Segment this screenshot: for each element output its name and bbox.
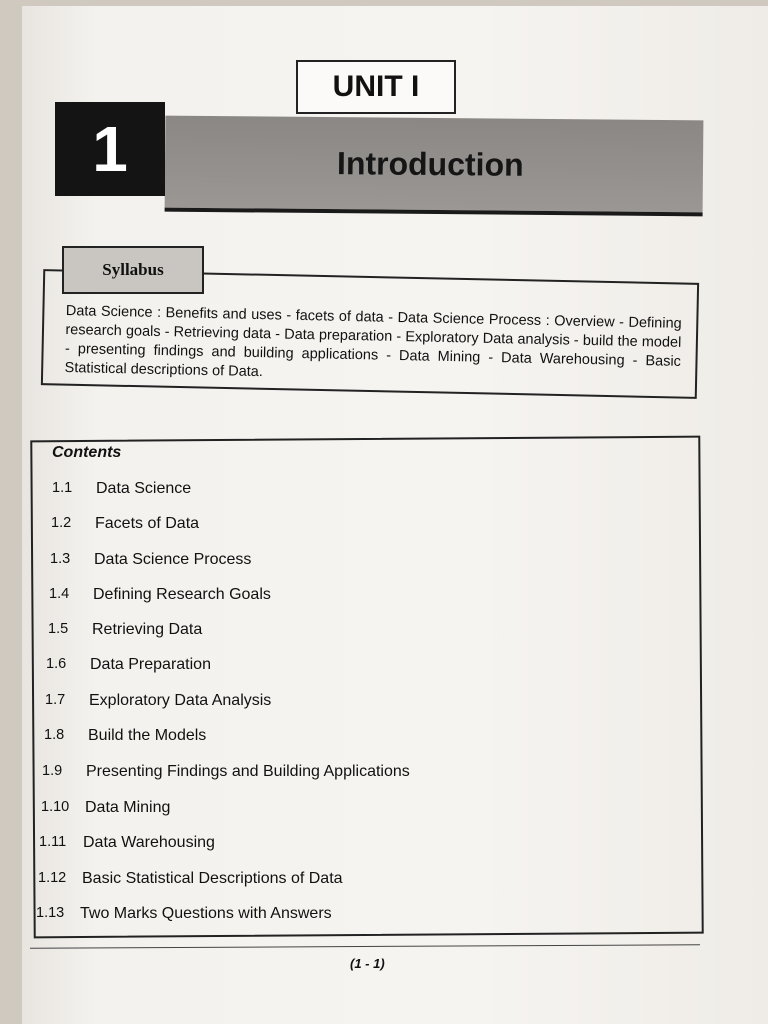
toc-title: Two Marks Questions with Answers bbox=[80, 905, 332, 922]
toc-number: 1.7 bbox=[45, 692, 66, 708]
page-number: (1 - 1) bbox=[350, 956, 385, 971]
toc-number: 1.1 bbox=[52, 480, 73, 496]
toc-title: Presenting Findings and Building Applications bbox=[86, 763, 410, 780]
toc-title: Defining Research Goals bbox=[93, 586, 271, 603]
toc-number: 1.9 bbox=[42, 763, 63, 779]
toc-item bbox=[49, 586, 271, 604]
toc-number: 1.2 bbox=[51, 515, 72, 531]
toc-item bbox=[36, 905, 332, 923]
unit-label: UNIT I bbox=[296, 60, 456, 114]
toc-title: Data Mining bbox=[85, 799, 171, 816]
toc-title: Data Science Process bbox=[94, 551, 252, 568]
toc-item bbox=[39, 834, 215, 852]
toc-title: Exploratory Data Analysis bbox=[89, 692, 272, 709]
toc-item bbox=[46, 656, 211, 674]
chapter-title: Introduction bbox=[336, 144, 524, 183]
chapter-title-bar bbox=[165, 116, 704, 217]
toc-item bbox=[48, 621, 202, 639]
toc-number: 1.13 bbox=[36, 905, 65, 921]
contents-box bbox=[30, 436, 703, 939]
toc-number: 1.11 bbox=[39, 834, 67, 850]
toc-title: Data Preparation bbox=[90, 656, 211, 673]
footer-rule bbox=[30, 944, 700, 949]
toc-number: 1.10 bbox=[41, 799, 70, 815]
syllabus-label: Syllabus bbox=[62, 246, 204, 294]
toc-item bbox=[50, 551, 251, 569]
toc-title: Data Science bbox=[96, 480, 192, 497]
toc-title: Basic Statistical Descriptions of Data bbox=[82, 870, 343, 887]
syllabus-text: Data Science : Benefits and uses - facets of data - Data Science Process : Overview - Defining research goals - Retrieving data - Data preparation - Exploratory Data analysis - build the model - presenting findings and building applications - Data Mining - Data Warehousing - Basic Statistical descriptions of Data. bbox=[64, 302, 682, 381]
contents-heading: Contents bbox=[52, 444, 122, 461]
toc-number: 1.3 bbox=[50, 551, 71, 567]
chapter-number: 1 bbox=[55, 102, 165, 196]
toc-number: 1.5 bbox=[48, 621, 69, 637]
toc-title: Build the Models bbox=[88, 727, 207, 744]
toc-title: Retrieving Data bbox=[92, 621, 203, 638]
toc-number: 1.8 bbox=[44, 727, 65, 743]
toc-number: 1.12 bbox=[38, 870, 67, 886]
toc-number: 1.6 bbox=[46, 656, 67, 672]
toc-item bbox=[38, 870, 343, 888]
toc-item bbox=[52, 480, 191, 498]
toc-item bbox=[44, 727, 206, 745]
toc-title: Data Warehousing bbox=[83, 834, 215, 851]
toc-item bbox=[41, 799, 170, 817]
toc-item bbox=[42, 763, 410, 781]
toc-item bbox=[45, 692, 271, 710]
toc-number: 1.4 bbox=[49, 586, 70, 602]
toc-item bbox=[51, 515, 199, 533]
book-page bbox=[22, 6, 768, 1024]
toc-title: Facets of Data bbox=[95, 515, 200, 532]
